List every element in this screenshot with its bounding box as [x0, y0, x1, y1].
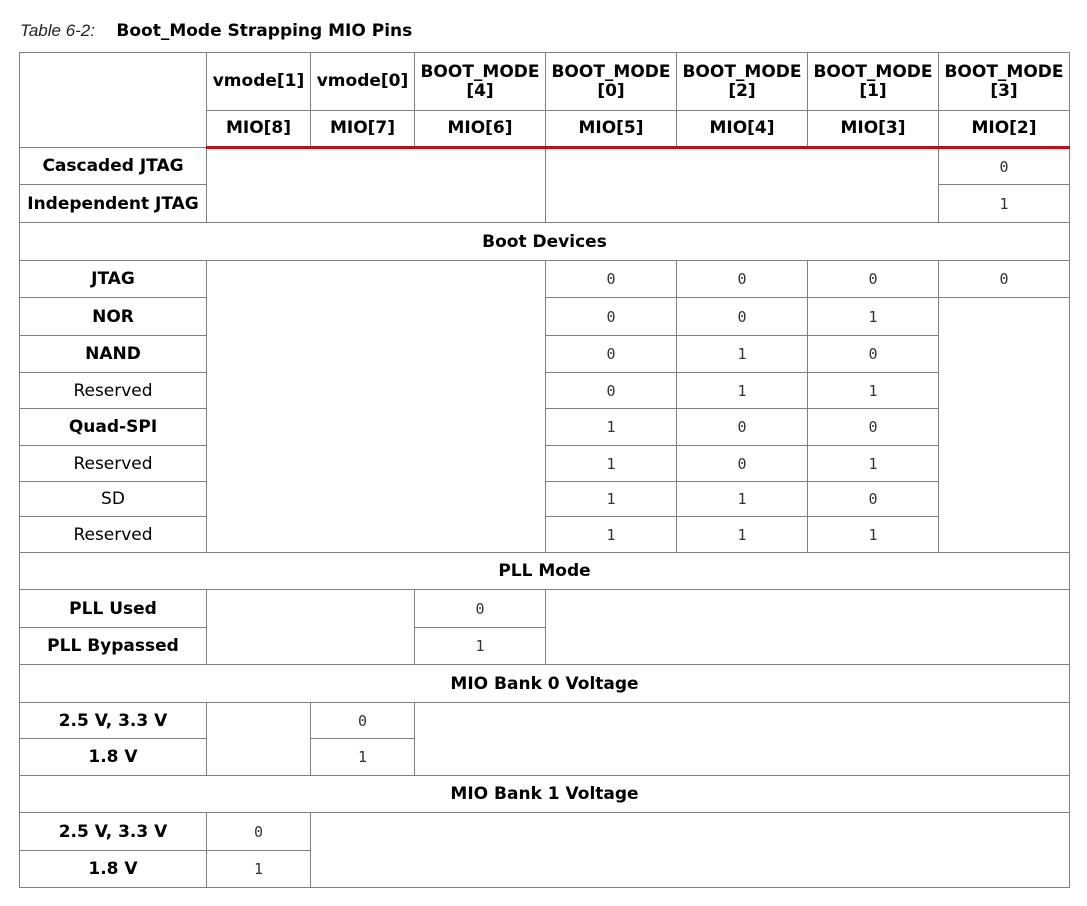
value-cell: 0: [677, 298, 808, 336]
value-cell: 0: [207, 813, 311, 851]
value-cell: 0: [808, 409, 939, 446]
header-mio-3: MIO[3]: [808, 111, 939, 148]
row-label: Quad-SPI: [20, 409, 207, 446]
value-cell: 1: [808, 517, 939, 553]
section-title-bank0-voltage: MIO Bank 0 Voltage: [20, 665, 1070, 703]
section-row: [20, 223, 1070, 261]
row-label: Independent JTAG: [20, 185, 207, 223]
row-label: 2.5 V, 3.3 V: [20, 813, 207, 851]
table-row: [20, 590, 1070, 628]
header-vmode0: vmode[0]: [311, 53, 415, 111]
value-cell: 0: [546, 373, 677, 409]
value-cell: 0: [546, 298, 677, 336]
boot-mode-strapping-table: [19, 52, 1070, 888]
header-mio-2: MIO[2]: [939, 111, 1070, 148]
value-cell: 1: [808, 298, 939, 336]
header-boot-mode-1: BOOT_MODE [1]: [808, 53, 939, 111]
section-title-bank1-voltage: MIO Bank 1 Voltage: [20, 776, 1070, 813]
value-cell: 1: [808, 373, 939, 409]
header-boot-mode-4: BOOT_MODE [4]: [415, 53, 546, 111]
header-mio-6: MIO[6]: [415, 111, 546, 148]
value-cell: 0: [546, 336, 677, 373]
section-row: [20, 776, 1070, 813]
row-label: Reserved: [20, 373, 207, 409]
header-boot-mode-3: BOOT_MODE [3]: [939, 53, 1070, 111]
value-cell: 0: [677, 409, 808, 446]
table-title: Boot_Mode Strapping MIO Pins: [116, 21, 413, 41]
empty-cell: [939, 298, 1070, 553]
value-cell: 0: [808, 261, 939, 298]
section-title-pll-mode: PLL Mode: [20, 553, 1070, 590]
empty-cell: [207, 590, 415, 665]
header-corner: [20, 53, 207, 148]
row-label: 1.8 V: [20, 739, 207, 776]
table-row: [20, 813, 1070, 851]
row-label: SD: [20, 482, 207, 517]
empty-cell: [207, 148, 546, 223]
row-label: NAND: [20, 336, 207, 373]
empty-cell: [311, 813, 1070, 888]
row-label: 2.5 V, 3.3 V: [20, 703, 207, 739]
table-caption: [20, 21, 412, 43]
value-cell: 0: [546, 261, 677, 298]
value-cell: 0: [939, 261, 1070, 298]
table-row: [20, 261, 1070, 298]
value-cell: 1: [311, 739, 415, 776]
value-cell: 0: [808, 482, 939, 517]
section-title-boot-devices: Boot Devices: [20, 223, 1070, 261]
header-vmode1: vmode[1]: [207, 53, 311, 111]
value-cell: 1: [546, 446, 677, 482]
value-cell: 1: [677, 373, 808, 409]
value-cell: 1: [546, 482, 677, 517]
value-cell: 1: [939, 185, 1070, 223]
table-row: [20, 703, 1070, 739]
value-cell: 0: [311, 703, 415, 739]
header-row-signals: [20, 53, 1070, 111]
value-cell: 0: [939, 148, 1070, 185]
value-cell: 1: [546, 517, 677, 553]
row-label: 1.8 V: [20, 851, 207, 888]
value-cell: 1: [677, 482, 808, 517]
value-cell: 1: [677, 517, 808, 553]
table-row: [20, 148, 1070, 185]
value-cell: 0: [677, 446, 808, 482]
header-mio-8: MIO[8]: [207, 111, 311, 148]
row-label: JTAG: [20, 261, 207, 298]
row-label: Reserved: [20, 446, 207, 482]
header-boot-mode-2: BOOT_MODE [2]: [677, 53, 808, 111]
header-mio-7: MIO[7]: [311, 111, 415, 148]
empty-cell: [207, 703, 311, 776]
empty-cell: [546, 148, 939, 223]
value-cell: 1: [207, 851, 311, 888]
table-number: Table 6-2:: [20, 21, 95, 40]
value-cell: 0: [415, 590, 546, 628]
row-label: PLL Bypassed: [20, 628, 207, 665]
section-row: [20, 553, 1070, 590]
value-cell: 1: [808, 446, 939, 482]
header-mio-4: MIO[4]: [677, 111, 808, 148]
row-label: PLL Used: [20, 590, 207, 628]
value-cell: 0: [808, 336, 939, 373]
value-cell: 1: [677, 336, 808, 373]
row-label: NOR: [20, 298, 207, 336]
row-label: Reserved: [20, 517, 207, 553]
empty-cell: [415, 703, 1070, 776]
value-cell: 1: [415, 628, 546, 665]
value-cell: 0: [677, 261, 808, 298]
header-boot-mode-0: BOOT_MODE [0]: [546, 53, 677, 111]
empty-cell: [207, 261, 546, 553]
header-mio-5: MIO[5]: [546, 111, 677, 148]
empty-cell: [546, 590, 1070, 665]
row-label: Cascaded JTAG: [20, 148, 207, 185]
section-row: [20, 665, 1070, 703]
value-cell: 1: [546, 409, 677, 446]
